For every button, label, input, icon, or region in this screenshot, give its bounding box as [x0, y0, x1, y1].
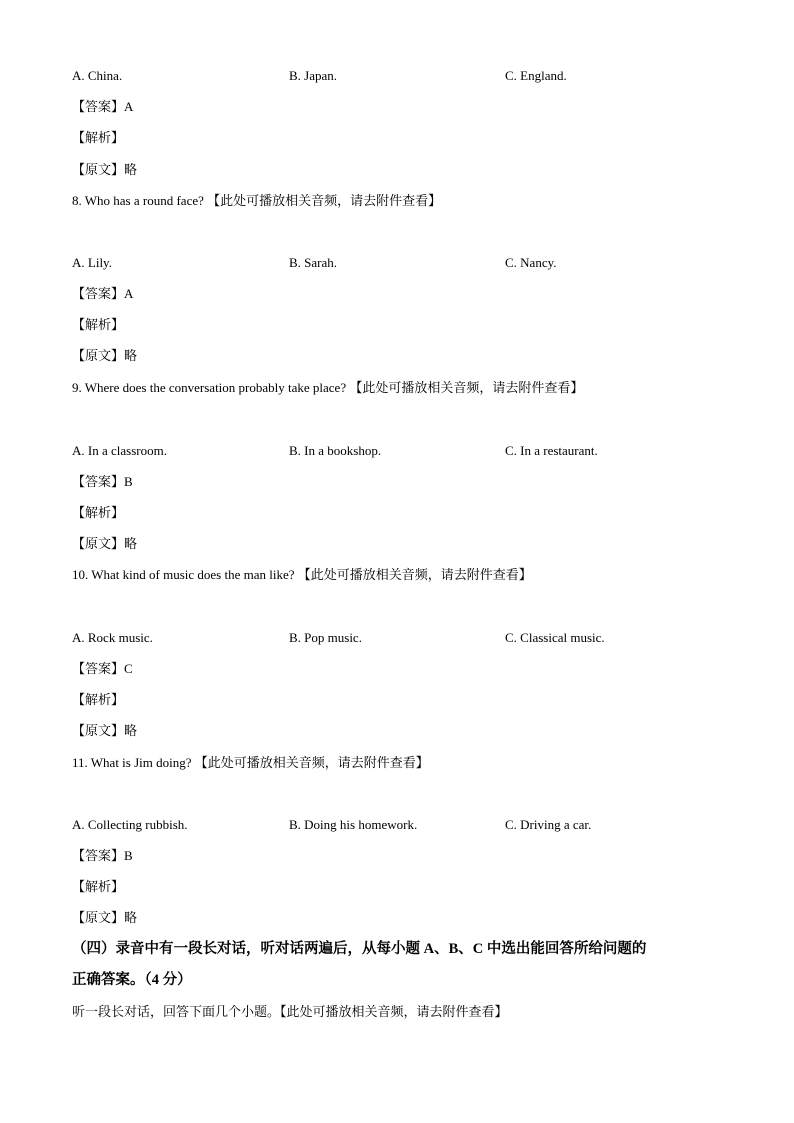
question-text: 11. What is Jim doing? 【此处可播放相关音频，请去附件查看】 [72, 755, 429, 770]
original-text-label: 【原文】略 [72, 536, 138, 551]
option-a: A. Rock music. [72, 630, 153, 645]
analysis-label: 【解析】 [72, 879, 125, 894]
original-text-label: 【原文】略 [72, 162, 138, 177]
option-b: B. In a bookshop. [289, 443, 382, 458]
option-b: B. Pop music. [289, 630, 362, 645]
answer-label: 【答案】B [72, 474, 133, 489]
question-text: 9. Where does the conversation probably take place? 【此处可播放相关音频，请去附件查看】 [72, 380, 584, 395]
original-text-label: 【原文】略 [72, 910, 138, 925]
original-text-label: 【原文】略 [72, 723, 138, 738]
option-c: C. In a restaurant. [505, 443, 598, 458]
analysis-label: 【解析】 [72, 505, 125, 520]
answer-label: 【答案】A [72, 99, 134, 114]
answer-label: 【答案】A [72, 286, 134, 301]
analysis-label: 【解析】 [72, 317, 125, 332]
option-a: A. Lily. [72, 255, 112, 270]
question-text: 8. Who has a round face? 【此处可播放相关音频，请去附件查看】 [72, 193, 442, 208]
answer-label: 【答案】C [72, 661, 133, 676]
option-a: A. Collecting rubbish. [72, 817, 188, 832]
option-c: C. Driving a car. [505, 817, 592, 832]
section-heading-continued: 正确答案。（4 分） [72, 972, 192, 988]
option-c: C. Classical music. [505, 630, 605, 645]
answer-label: 【答案】B [72, 848, 133, 863]
analysis-label: 【解析】 [72, 692, 125, 707]
option-a: A. In a classroom. [72, 443, 167, 458]
option-b: B. Sarah. [289, 255, 338, 270]
option-a: A. China. [72, 68, 123, 83]
section-heading: （四）录音中有一段长对话，听对话两遍后，从每小题 A、B、C 中选出能回答所给问题的 [72, 941, 647, 957]
option-b: B. Japan. [289, 68, 338, 83]
option-c: C. England. [505, 68, 567, 83]
option-c: C. Nancy. [505, 255, 557, 270]
original-text-label: 【原文】略 [72, 348, 138, 363]
section-instruction: 听一段长对话，回答下面几个小题。【此处可播放相关音频，请去附件查看】 [72, 1004, 508, 1019]
option-b: B. Doing his homework. [289, 817, 418, 832]
question-text: 10. What kind of music does the man like? 【此处可播放相关音频，请去附件查看】 [72, 567, 532, 582]
analysis-label: 【解析】 [72, 130, 125, 145]
